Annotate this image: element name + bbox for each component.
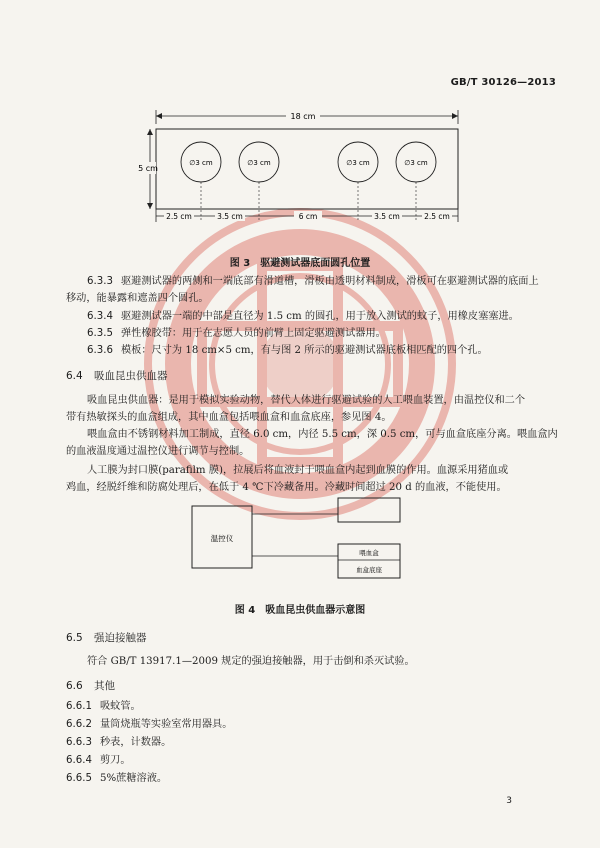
standard-code: GB/T 30126—2013 [450,77,556,88]
section-6-5-text: 符合 GB/T 13917.1—2009 规定的强迫接触器，用于击倒和杀灭试验。 [87,656,415,667]
section-6-6-1: 6.6.1 吸蚊管。 [66,701,141,712]
feeder-label: 喂血盒 [359,549,379,557]
section-6-4-para3-line1: 人工膜为封口膜(parafilm 膜)，拉展后将血液封于喂血盒内起到血膜的作用。血源采用猪血或 [87,465,509,476]
dim-spacing-3: 6 cm [298,212,318,221]
figure-3-diagram [126,104,466,228]
section-6-4-para3-line2: 鸡血，经脱纤维和防腐处理后，在低于 4 ℃下冷藏备用。冷藏时间超过 20 d 的血液，不能使用。 [66,482,507,493]
section-6-5-heading: 6.5 强迫接触器 [66,632,147,644]
section-6-3-6: 6.3.6 模板：尺寸为 18 cm×5 cm，有与图 2 所示的驱避测试器底板相匹配的四个孔。 [87,345,488,356]
controller-label: 温控仪 [210,534,234,543]
section-6-4-para1-line1: 吸血昆虫供血器：是用于模拟实验动物，替代人体进行驱避试验的人工喂血装置，由温控仪和二个 [87,395,526,406]
dim-spacing-2: 3.5 cm [217,212,243,221]
section-6-6-heading: 6.6 其他 [66,680,115,692]
dim-spacing-4: 3.5 cm [374,212,400,221]
section-6-4-para2-line1: 喂血盒由不锈钢材料加工制成，直径 6.0 cm，内径 5.5 cm，深 0.5 cm，可与血盒底座分离。喂血盒内 [87,429,558,440]
svg-text:∅3 cm: ∅3 cm [247,159,271,167]
base-label: 血盒底座 [356,566,382,574]
svg-text:∅3 cm: ∅3 cm [404,159,428,167]
section-6-3-3: 6.3.3 驱避测试器的两侧和一端底部有滑道槽，滑板由透明材料制成，滑板可在驱避测试器的底面上 [87,276,539,287]
dim-spacing-1: 2.5 cm [166,212,192,221]
hole-3 [338,142,378,182]
hole-4 [396,142,436,182]
section-6-6-3: 6.6.3 秒表，计数器。 [66,737,172,748]
section-6-4-heading: 6.4 吸血昆虫供血器 [66,370,168,382]
svg-text:∅3 cm: ∅3 cm [346,159,370,167]
section-6-6-5: 6.6.5 5%蔗糖溶液。 [66,773,168,784]
figure-4-caption: 图 4 吸血昆虫供血器示意图 [234,605,366,616]
dim-spacing-5: 2.5 cm [424,212,450,221]
section-6-3-5: 6.3.5 弹性橡胶带：用于在志愿人员的前臂上固定驱避测试器用。 [87,328,386,339]
section-6-4-para2-line2: 的血液温度通过温控仪进行调节与控制。 [66,446,250,457]
section-6-4-para1-line2: 带有热敏探头的血盒组成，其中血盒包括喂血盒和血盒底座，参见图 4。 [66,412,392,423]
section-6-3-3-cont: 移动，能暴露和遮盖四个圆孔。 [66,293,209,304]
dim-height: 5 cm [138,164,158,173]
section-6-3-4: 6.3.4 驱避测试器一端的中部是直径为 1.5 cm 的圆孔，用于放入测试的蚊子，用橡皮塞塞进。 [87,311,519,322]
section-6-6-4: 6.6.4 剪刀。 [66,755,131,766]
svg-text:∅3 cm: ∅3 cm [189,159,213,167]
figure-4-diagram [186,494,422,594]
figure-3-caption: 图 3 驱避测试器底面圆孔位置 [229,258,371,269]
section-6-6-2: 6.6.2 量筒烧瓶等实验室常用器具。 [66,719,233,730]
hole-2 [239,142,279,182]
page-number: 3 [506,796,512,806]
dim-total-width: 18 cm [290,112,316,121]
hole-1 [181,142,221,182]
